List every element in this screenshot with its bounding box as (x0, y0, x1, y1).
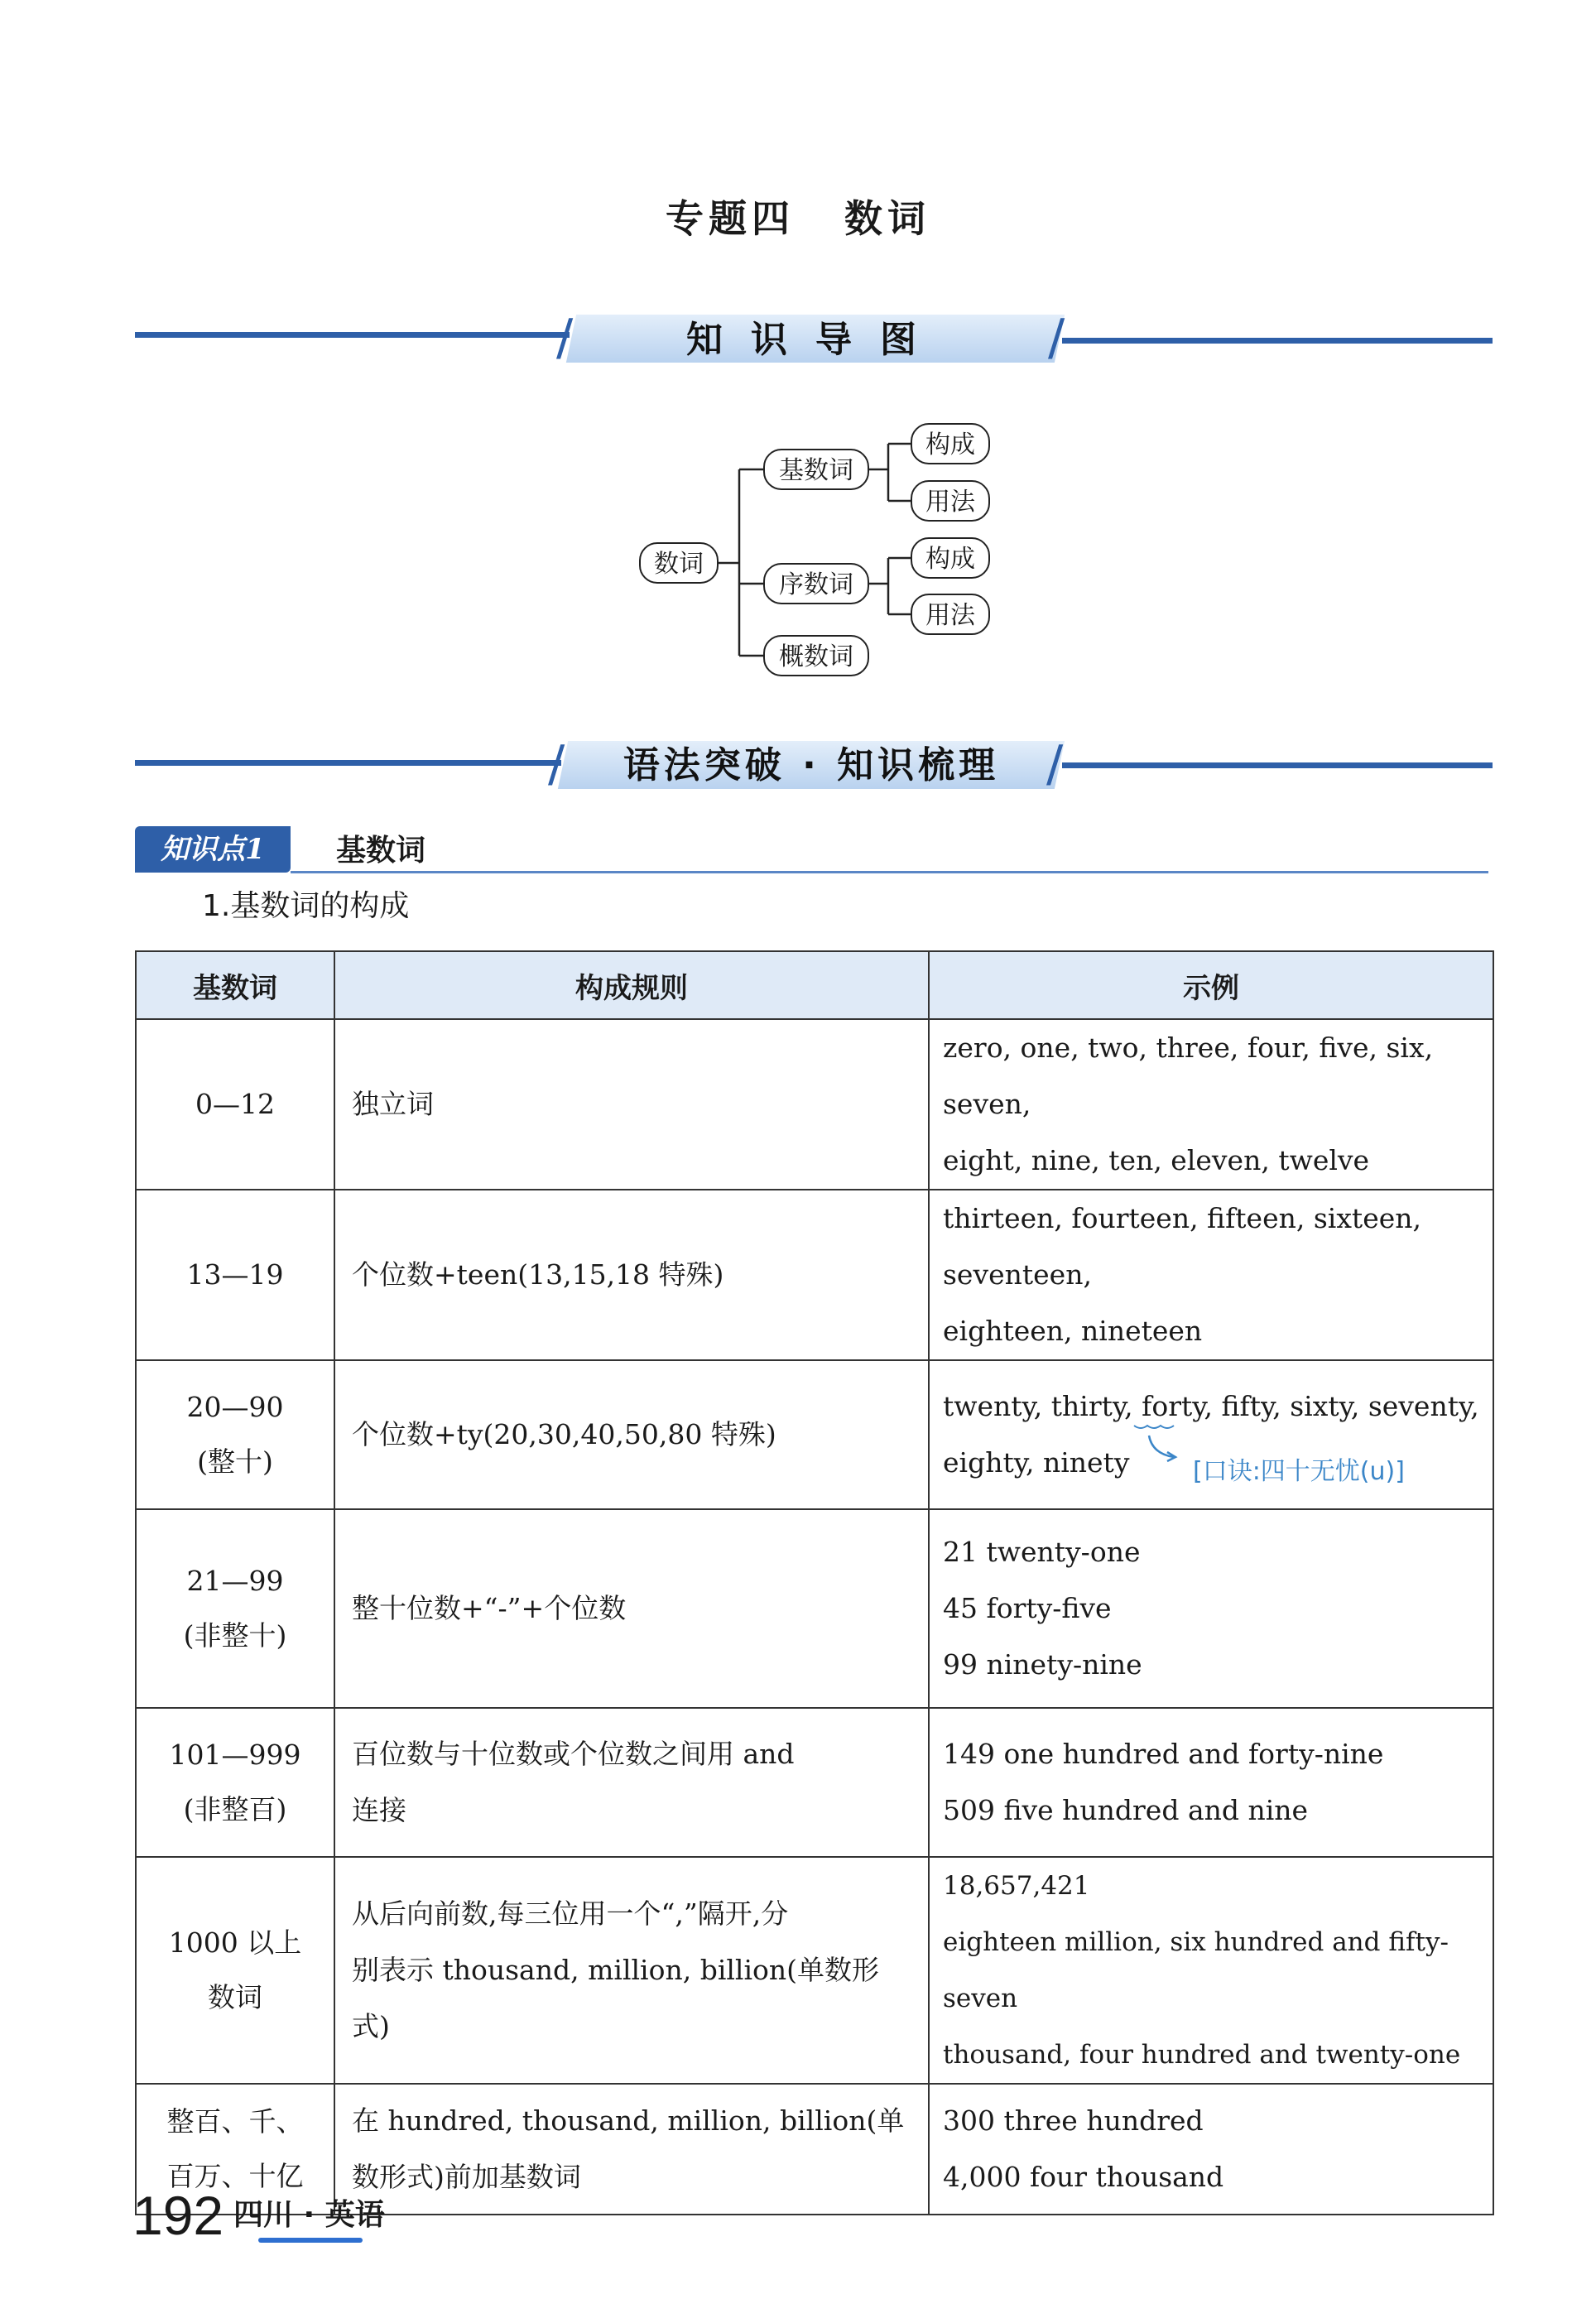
slash-decoration: / (1048, 309, 1065, 367)
table-cell (929, 1360, 1493, 1509)
cell-line: 百万、十亿 (166, 2160, 304, 2192)
knowledge-point-underline (291, 871, 1488, 873)
mindmap-leaf-cardinal-usage: 用法 (911, 480, 990, 522)
slash-decoration: / (1046, 735, 1064, 793)
knowledge-point-tag: 知识点1 (135, 826, 291, 873)
cell-line: (非整十) (183, 1619, 287, 1652)
mindmap-node-approximate: 概数词 (763, 635, 869, 676)
table-cell (929, 1019, 1493, 1190)
mindmap-leaf-ordinal-usage: 用法 (911, 594, 990, 635)
cell-line: 别表示 thousand, million, billion(单数形 (352, 1954, 880, 1986)
title-subject: 数词 (844, 196, 930, 241)
table-cell (929, 1509, 1493, 1708)
cell-line: 在 hundred, thousand, million, billion(单 (352, 2104, 905, 2137)
rhyme-note: [口诀:四十无忧(u)] (1193, 1457, 1405, 1486)
cell-line: (非整百) (183, 1793, 287, 1825)
section-divider-left (135, 760, 561, 766)
mindmap-node-cardinal: 基数词 (763, 449, 869, 490)
cell-line: 数形式)前加基数词 (352, 2161, 581, 2193)
cell-line: (整十) (197, 1445, 273, 1478)
table-cell (136, 1509, 334, 1708)
table-row (136, 1509, 1493, 1708)
table-header: 构成规则 (334, 951, 929, 1019)
cell-line: 101—999 (169, 1739, 301, 1771)
table-cell (334, 1509, 929, 1708)
footer-accent-bar (258, 2238, 363, 2243)
mindmap-root: 数词 (639, 542, 719, 584)
cell-line: 18,657,421 (943, 1871, 1090, 1901)
cell-line: zero, one, two, three, four, five, six, seven, (943, 1032, 1434, 1120)
cell-line: 连接 (352, 1794, 406, 1826)
cell-line: 百位数与十位数或个位数之间用 and (352, 1738, 795, 1770)
cell-line: 独立词 (352, 1088, 434, 1120)
cell-line: 149 one hundred and forty-nine (943, 1738, 1384, 1770)
subheading: 1.基数词的构成 (202, 889, 410, 923)
cell-line: eighty, ninety (943, 1446, 1130, 1479)
cell-line: twenty, thirty, forty, fifty, sixty, seventy, (943, 1390, 1479, 1422)
cell-line: 45 forty-five (943, 1592, 1112, 1624)
cell-line: thirteen, fourteen, fifteen, sixteen, seventeen, (943, 1202, 1421, 1291)
table-cell (136, 1708, 334, 1857)
table-header: 示例 (929, 951, 1493, 1019)
slash-decoration: / (556, 309, 574, 367)
footer-label: 四川 · 英语 (233, 2198, 385, 2232)
cell-line: 整百、千、 (166, 2105, 304, 2138)
cell-line: 509 five hundred and nine (943, 1794, 1309, 1826)
table-row (136, 1857, 1493, 2084)
cell-line: 从后向前数,每三位用一个“,”隔开,分 (352, 1897, 789, 1930)
table-cell (929, 1857, 1493, 2084)
table-cell (136, 1857, 334, 2084)
cell-line: 整十位数+“-”+个位数 (352, 1592, 627, 1624)
cell-line: 个位数+ty(20,30,40,50,80 特殊) (352, 1418, 776, 1450)
cell-line: eight, nine, ten, eleven, twelve (943, 1144, 1370, 1176)
table-cell (929, 2084, 1493, 2215)
cardinal-number-table (135, 950, 1494, 2215)
cell-line: 13—19 (186, 1258, 284, 1291)
table-cell (929, 1708, 1493, 1857)
mindmap-connectors (0, 0, 1596, 745)
table-cell (136, 1019, 334, 1190)
knowledge-point-title: 基数词 (336, 834, 426, 868)
page-number: 192 (132, 2185, 224, 2246)
table-cell (334, 1708, 929, 1857)
table-cell (334, 1360, 929, 1509)
cell-line: 1000 以上 (168, 1926, 302, 1959)
cell-line: 21—99 (186, 1565, 284, 1597)
cell-line: 数词 (208, 1981, 262, 2013)
table-cell (334, 2084, 929, 2215)
cell-line: 个位数+teen(13,15,18 特殊) (352, 1258, 724, 1291)
mindmap-leaf-cardinal-formation: 构成 (911, 423, 990, 464)
cell-line: thousand, four hundred and twenty-one (943, 2040, 1461, 2070)
table-cell (334, 1190, 929, 1360)
slash-decoration: / (548, 735, 565, 793)
table-row (136, 1708, 1493, 1857)
table-cell (334, 1019, 929, 1190)
table-cell (334, 1857, 929, 2084)
cell-line: 20—90 (186, 1391, 284, 1423)
cell-line: 300 three hundred (943, 2104, 1204, 2137)
cell-line: 99 ninety-nine (943, 1648, 1142, 1681)
table-row (136, 1190, 1493, 1360)
cell-line: 21 twenty-one (943, 1536, 1141, 1568)
table-header-row (136, 951, 1493, 1019)
table-row (136, 1360, 1493, 1509)
section-title-grammar: 语法突破 · 知识梳理 (623, 744, 1000, 786)
mindmap-node-ordinal: 序数词 (763, 563, 869, 604)
cell-line: eighteen million, six hundred and fifty-seven (943, 1927, 1449, 2013)
mindmap-leaf-ordinal-formation: 构成 (911, 537, 990, 579)
table-row (136, 1019, 1493, 1190)
table-cell (929, 1190, 1493, 1360)
cell-line: 0—12 (195, 1088, 275, 1120)
section-divider-right (1062, 762, 1493, 768)
cell-line: 4,000 four thousand (943, 2161, 1224, 2193)
cell-line: eighteen, nineteen (943, 1315, 1203, 1347)
table-header: 基数词 (136, 951, 334, 1019)
cell-line: 式) (352, 2010, 390, 2042)
section-title-mindmap: 知识导图 (686, 319, 945, 361)
table-cell (136, 1360, 334, 1509)
title-topic: 专题四 (666, 196, 795, 241)
table-cell (136, 1190, 334, 1360)
